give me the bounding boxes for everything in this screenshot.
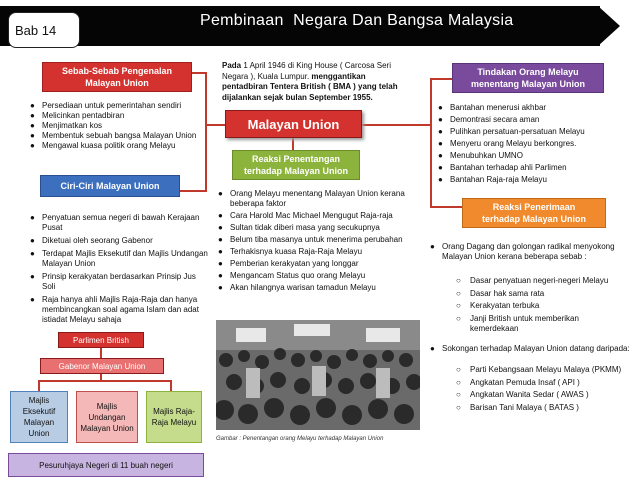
ciri-list <box>30 213 208 325</box>
protest-photo <box>216 320 420 430</box>
crowd-image <box>216 320 420 430</box>
list-item: ○ Barisan Tani Malaya ( BATAS ) <box>448 403 628 414</box>
reaksi-penentangan-heading: Reaksi Penentangan terhadap Malayan Union <box>232 150 360 180</box>
list-item: ● Orang Melayu menentang Malayan Union kerana beberapa faktor <box>218 189 406 209</box>
connector-right-bottom <box>430 206 462 208</box>
center-title: Malayan Union <box>225 110 362 138</box>
penerimaan-support-intro <box>430 344 630 354</box>
list-item: ● Orang Dagang dan golongan radikal menyokong Malayan Union kerana beberapa sebab : <box>430 242 630 262</box>
intro-prefix: Pada <box>222 61 242 70</box>
sebab-list <box>30 101 208 151</box>
list-item: ● Sokongan terhadap Malayan Union datang daripada: <box>430 344 630 354</box>
intro-date-place: 1 April 1946 di King House ( Carcosa Seri Negara ), Kuala Lumpur. <box>222 61 391 81</box>
list-item: ○ Dasar penyatuan negeri-negeri Melayu <box>448 276 628 287</box>
list-item: ● Raja hanya ahli Majlis Raja-Raja dan hanya membincangkan soal agama Islam dan adat istiadat Melayu sahaja <box>30 295 208 325</box>
connector-left-bottom <box>180 190 207 192</box>
tindakan-heading: Tindakan Orang Melayu menentang Malayan Union <box>452 63 604 93</box>
ciri-heading: Ciri-Ciri Malayan Union <box>40 175 180 197</box>
photo-caption: Gambar : Penentangan orang Melayu terhadap Malayan Union <box>216 436 384 442</box>
page-title: Pembinaan Negara Dan Bangsa Malaysia <box>200 12 514 29</box>
reaksi-penentangan-list <box>218 189 406 293</box>
list-item: ● Terhakisnya kuasa Raja-Raja Melayu <box>218 247 406 257</box>
list-item: ● Pulihkan persatuan-persatuan Melayu <box>438 127 634 137</box>
list-item: ● Diketuai oleh seorang Gabenor <box>30 236 208 246</box>
org-majlis-eksekutif: Majlis Eksekutif Malayan Union <box>10 391 68 443</box>
penerimaan-supporters <box>448 365 628 413</box>
list-item: ● Bantahan menerusi akhbar <box>438 103 634 113</box>
org-gabenor: Gabenor Malayan Union <box>40 358 164 374</box>
connector-center-right <box>362 124 430 126</box>
connector-right-vertical <box>430 78 432 208</box>
chapter-label: Bab 14 <box>8 12 80 48</box>
list-item: ○ Dasar hak sama rata <box>448 289 628 300</box>
list-item: ● Mengancam Status quo orang Melayu <box>218 271 406 281</box>
tindakan-list <box>438 103 634 185</box>
list-item: ● Membentuk sebuah bangsa Malayan Union <box>30 131 208 141</box>
list-item: ● Menyeru orang Melayu berkongres. <box>438 139 634 149</box>
list-item: ● Belum tiba masanya untuk menerima perubahan <box>218 235 406 245</box>
intro-bold: menggantikan pentadbiran Tentera British ( BMA ) yang telah dijalankan sejak bulan September 1955. <box>222 71 398 102</box>
list-item: ● Menjimatkan kos <box>30 121 208 131</box>
penerimaan-heading: Reaksi Penerimaan terhadap Malayan Union <box>462 198 606 228</box>
org-parlimen-british: Parlimen British <box>58 332 144 348</box>
org-line-h <box>38 380 172 382</box>
connector-left-top <box>190 72 207 74</box>
list-item: ○ Janji British untuk memberikan kemerdekaan <box>448 314 628 335</box>
list-item: ● Bantahan terhadap ahli Parlimen <box>438 163 634 173</box>
list-item: ● Persediaan untuk pemerintahan sendiri <box>30 101 208 111</box>
list-item: ● Cara Harold Mac Michael Mengugut Raja-raja <box>218 211 406 221</box>
list-item: ● Sultan tidak diberi masa yang secukupnya <box>218 223 406 233</box>
penerimaan-reasons <box>448 276 628 335</box>
penerimaan-intro <box>430 242 630 262</box>
intro-paragraph <box>222 61 412 103</box>
list-item: ● Penyatuan semua negeri di bawah Kerajaan Pusat <box>30 213 208 233</box>
list-item: ○ Angkatan Pemuda Insaf ( API ) <box>448 378 628 389</box>
list-item: ● Demontrasi secara aman <box>438 115 634 125</box>
header-arrow-tip <box>598 6 620 46</box>
sebab-heading: Sebab-Sebab Pengenalan Malayan Union <box>42 62 192 92</box>
list-item: ● Pemberian kerakyatan yang longgar <box>218 259 406 269</box>
list-item: ○ Angkatan Wanita Sedar ( AWAS ) <box>448 390 628 401</box>
list-item: ● Bantahan Raja-raja Melayu <box>438 175 634 185</box>
list-item: ● Akan hilangnya warisan tamadun Melayu <box>218 283 406 293</box>
list-item: ○ Parti Kebangsaan Melayu Malaya (PKMM) <box>448 365 628 376</box>
list-item: ● Terdapat Majlis Eksekutif dan Majlis Undangan Malayan Union <box>30 249 208 269</box>
list-item: ● Mengawal kuasa politik orang Melayu <box>30 141 208 151</box>
list-item: ○ Kerakyatan terbuka <box>448 301 628 312</box>
list-item: ● Menubuhkan UMNO <box>438 151 634 161</box>
org-majlis-undangan: Majlis Undangan Malayan Union <box>76 391 138 443</box>
list-item: ● Prinsip kerakyatan berdasarkan Prinsip Jus Soli <box>30 272 208 292</box>
list-item: ● Melicinkan pentadbiran <box>30 111 208 121</box>
org-pesuruhjaya: Pesuruhjaya Negeri di 11 buah negeri <box>8 453 204 477</box>
org-majlis-raja: Majlis Raja-Raja Melayu <box>146 391 202 443</box>
connector-center-left <box>205 124 225 126</box>
connector-right-top <box>430 78 452 80</box>
